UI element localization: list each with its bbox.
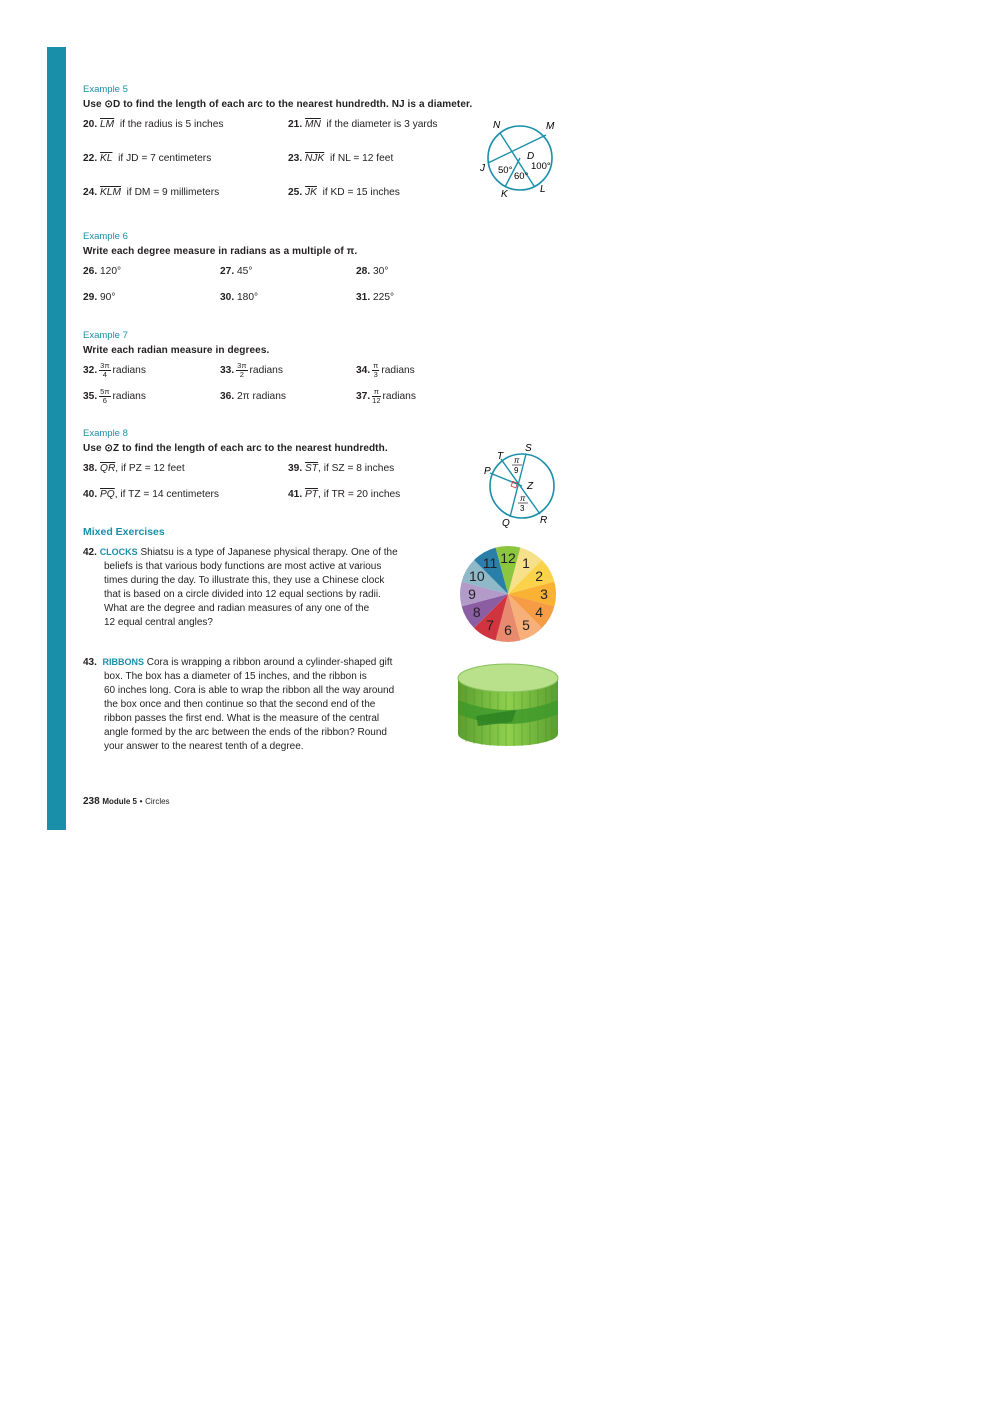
clock-number: 1 (522, 554, 530, 571)
label-d: D (527, 151, 535, 162)
exercise-21: 21. $\overline{MN}$ if the diameter is 3 yards (288, 119, 438, 130)
exercise-42-first-line: 42. CLOCKS Shiatsu is a type of Japanese physical therapy. One of the (83, 547, 398, 558)
frac1-den: 9 (514, 466, 519, 475)
mixed-exercises-heading: Mixed Exercises (83, 526, 165, 538)
circle-d-diagram (476, 114, 566, 200)
label-l: L (540, 184, 546, 195)
clock-number: 8 (472, 604, 481, 620)
exercise-24: 24. $\overline{KLM}$ if DM = 9 millimeters (83, 187, 220, 198)
label-n: N (493, 120, 501, 131)
exercise-41: 41. $\overline{PT}$, if TR = 20 inches (288, 489, 401, 500)
example-8-instructions: Use ⊙Z to find the length of each arc to the nearest hundredth. (83, 443, 388, 454)
exercise-39: 39. $\overline{ST}$, if SZ = 8 inches (288, 463, 395, 474)
exercise-20: 20. $\overline{LM}$ if the radius is 5 inches (83, 119, 224, 130)
page-sidebar-bar (47, 47, 66, 830)
angle-60: 60° (514, 171, 529, 182)
example-8-label: Example 8 (83, 428, 128, 439)
clock-number: 6 (504, 622, 512, 638)
clock-number: 9 (468, 586, 476, 602)
module-label: Module 5 (102, 797, 137, 806)
clock-number: 10 (469, 568, 485, 584)
label-k: K (501, 189, 508, 200)
chinese-clock-image (458, 544, 558, 644)
example-7-label: Example 7 (83, 330, 128, 341)
page-footer: 238 Module 5 • Circles (83, 796, 170, 807)
frac2-den: 3 (520, 504, 525, 513)
angle-50: 50° (498, 165, 513, 176)
exercise-43: 43. RIBBONS Cora is wrapping a ribbon around a cylinder-shaped gift box. The box has a diameter of 15 inches, and the ribbon is 60 inches long. Cora is able to wrap the ribbon all the way around the box once and then continue so that the second end of the ribbon passes the first end. What is the measure of the central angle formed by the arc between the ends of the ribbon? Round your answer to the nearest tenth of a degree. (83, 657, 395, 752)
circle-z-diagram (478, 440, 568, 530)
label-q: Q (502, 518, 510, 529)
exercise-26: 26. 120° (83, 266, 122, 277)
frac1-num: π (514, 456, 520, 465)
example-6-label: Example 6 (83, 231, 128, 242)
clock-number: 2 (535, 568, 544, 584)
clock-number: 12 (500, 550, 516, 566)
exercise-35: 35. $\frac{5\pi}{6}$ radians (83, 387, 146, 405)
label-m: M (546, 121, 555, 132)
label-r: R (540, 515, 548, 526)
example-5-instructions: Use ⊙D to find the length of each arc to the nearest hundredth. NJ is a diameter. (83, 99, 473, 110)
exercise-22: 22. $\overline{KL}$ if JD = 7 centimeters (83, 153, 212, 164)
exercise-31: 31. 225° (356, 292, 395, 303)
page-number: 238 (83, 796, 100, 807)
exercise-36: 36. 2π radians (220, 391, 286, 402)
exercise-30: 30. 180° (220, 292, 259, 303)
exercise-40: 40. $\overline{PQ}$, if TZ = 14 centimeters (83, 489, 220, 500)
clock-number: 4 (535, 604, 544, 620)
exercise-27: 27. 45° (220, 266, 253, 277)
frac2-num: π (520, 494, 526, 503)
exercise-37: 37. $\frac{\pi}{12}$ radians (356, 387, 416, 405)
exercise-23: 23. $\overline{NJK}$ if NL = 12 feet (288, 153, 394, 164)
exercise-25: 25. $\overline{JK}$ if KD = 15 inches (288, 187, 400, 198)
clock-number: 7 (486, 617, 494, 634)
exercise-29: 29. 90° (83, 292, 116, 303)
exercise-28: 28. 30° (356, 266, 389, 277)
label-j: J (480, 163, 485, 174)
label-p: P (484, 466, 491, 477)
angle-100: 100° (531, 161, 551, 172)
gift-box-image (456, 660, 560, 750)
label-t: T (497, 451, 504, 462)
exercise-43-first-line: 43. RIBBONS Cora is wrapping a ribbon around a cylinder-shaped gift (83, 657, 393, 668)
label-z: Z (527, 481, 534, 492)
example-5-label: Example 5 (83, 84, 128, 95)
label-s: S (525, 443, 532, 454)
clock-number: 11 (482, 554, 498, 571)
example-6-instructions: Write each degree measure in radians as a multiple of π. (83, 246, 358, 257)
exercise-33: 33. $\frac{3\pi}{2}$ radians (220, 361, 283, 379)
example-7-instructions: Write each radian measure in degrees. (83, 345, 270, 356)
exercise-42: 42. CLOCKS Shiatsu is a type of Japanese physical therapy. One of the beliefs is that various body functions are most active at various times during the day. To illustrate this, they use a Chinese clock that is based on a circle divided into 12 equal sections by radii. What are the degree and radian measures of any one of the 12 equal central angles? (83, 547, 398, 628)
clock-number: 5 (522, 617, 530, 634)
exercise-34: 34. $\frac{\pi}{3}$ radians (356, 361, 415, 379)
exercise-38: 38. $\overline{QR}$, if PZ = 12 feet (83, 463, 185, 474)
clock-number: 3 (540, 586, 548, 602)
chapter-label: Circles (145, 797, 170, 806)
exercise-32: 32. $\frac{3\pi}{4}$ radians (83, 361, 146, 379)
